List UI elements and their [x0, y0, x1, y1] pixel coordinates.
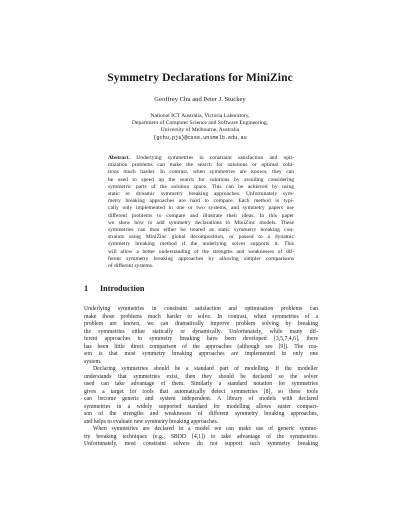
- body-line: has been little direct comparison of the approaches (although see [9]). The rea-: [84, 343, 318, 350]
- abstract-line: symmetries can then either be treated as static symmetry breaking con-: [108, 227, 294, 234]
- abstract-line: will allow a better understanding of the strengths and weaknesses of dif-: [108, 248, 294, 255]
- body-line: Unfortunately, most constraint solvers do not support such symmetry breaking: [84, 441, 318, 447]
- body-line: Declaring symmetries should be a standard part of modelling. If the modeller: [93, 366, 318, 372]
- paragraph: [84, 426, 318, 449]
- abstract-line: of different systems.: [108, 263, 154, 270]
- abstract: [108, 155, 294, 270]
- abstract-line: tions much harder. In contrast, when symmetries are known, they can: [108, 169, 294, 176]
- affiliation-line: National ICT Australia, Victoria Laboratory,: [150, 113, 250, 119]
- body-text: [84, 306, 318, 449]
- affiliation-line: University of Melbourne, Australia: [160, 127, 240, 134]
- body-line: ferent approaches to symmetry breaking have been developed [3,5,7,4,6], there: [84, 336, 318, 342]
- body-line: used can take advantage of them. Similarly a standard notation for symmetries: [84, 381, 318, 387]
- section-number: 1: [84, 284, 89, 293]
- affiliation-block: [0, 113, 400, 142]
- paragraph: [84, 366, 318, 426]
- body-line: the symmetries either statically or dynamically. Unfortunately, while many dif-: [84, 328, 318, 335]
- paragraph: [84, 306, 318, 366]
- abstract-line: Abstract. Underlying symmetries in constraint satisfaction and opti-: [108, 155, 294, 161]
- body-line: son is that most symmetry breaking approaches are implemented in only one: [84, 351, 318, 357]
- body-line: symmetries in a widely supported standard for modelling allows easier compari-: [84, 403, 318, 410]
- abstract-line: ferent symmetry breaking approaches by allowing simpler comparisons: [108, 255, 294, 262]
- body-line: problem are known, we can dramatically improve problem solving by breaking: [84, 321, 318, 327]
- abstract-line: symmetry breaking method if the underlying solver supports it. This: [108, 241, 294, 248]
- affiliation-line: Department of Computer Science and Software Engineering,: [131, 120, 269, 127]
- body-line: When symmetries are declared in a model we can make use of generic symme-: [93, 426, 318, 432]
- body-line: son of the strengths and weaknesses of different symmetry breaking approaches,: [84, 411, 318, 417]
- abstract-line: symmetric parts of the solution space. This can be achieved by using: [108, 183, 294, 190]
- abstract-line: metry breaking approaches are hard to compare. Each method is typi-: [108, 198, 294, 205]
- abstract-line: be used to speed up the search for solutions by avoiding considering: [108, 176, 294, 183]
- body-line: system.: [84, 358, 102, 365]
- body-line: and helps to evaluate new symmetry breaking approaches.: [84, 418, 219, 425]
- body-line: Underlying symmetries in constraint satisfaction and optimisation problems can: [84, 306, 318, 312]
- abstract-label: Abstract.: [108, 155, 131, 161]
- abstract-line: mization problems can make the search for solutions or optimal solu-: [108, 162, 294, 169]
- abstract-line: straints using MiniZinc global decomposition, or passed to a dynamic: [108, 234, 294, 241]
- abstract-line: static or dynamic symmetry breaking approaches. Unfortunately sym-: [108, 191, 294, 198]
- body-line: try breaking techniques (e.g., SBDD [4,1]) to take advantage of the symmetries.: [84, 433, 318, 440]
- section-title: Introduction: [100, 284, 145, 293]
- author-email: {gchu,pjs}@csse.unimelb.edu.au: [153, 134, 247, 141]
- paper-title: Symmetry Declarations for MiniZinc: [107, 72, 293, 84]
- abstract-line: we show how to add symmetry declarations to MiniZinc models. These: [108, 219, 294, 226]
- paper-authors: Geoffrey Chu and Peter J. Stuckey: [154, 96, 246, 103]
- abstract-line: different problems to compare and illustrate their ideas. In this paper: [108, 212, 294, 219]
- abstract-line: cally only implemented in one or two systems, and symmetry papers use: [108, 205, 294, 212]
- body-line: make those problems much harder to solve. In contrast, when symmetries of a: [84, 313, 318, 320]
- body-line: can become generic and system independent. A library of models with declared: [84, 396, 318, 402]
- section-heading: [84, 284, 144, 293]
- body-line: gives a target for tools that automatically detect symmetries [8], so these tools: [84, 388, 318, 395]
- body-line: understands that symmetries exist, then they should be declared so the solver: [84, 373, 318, 380]
